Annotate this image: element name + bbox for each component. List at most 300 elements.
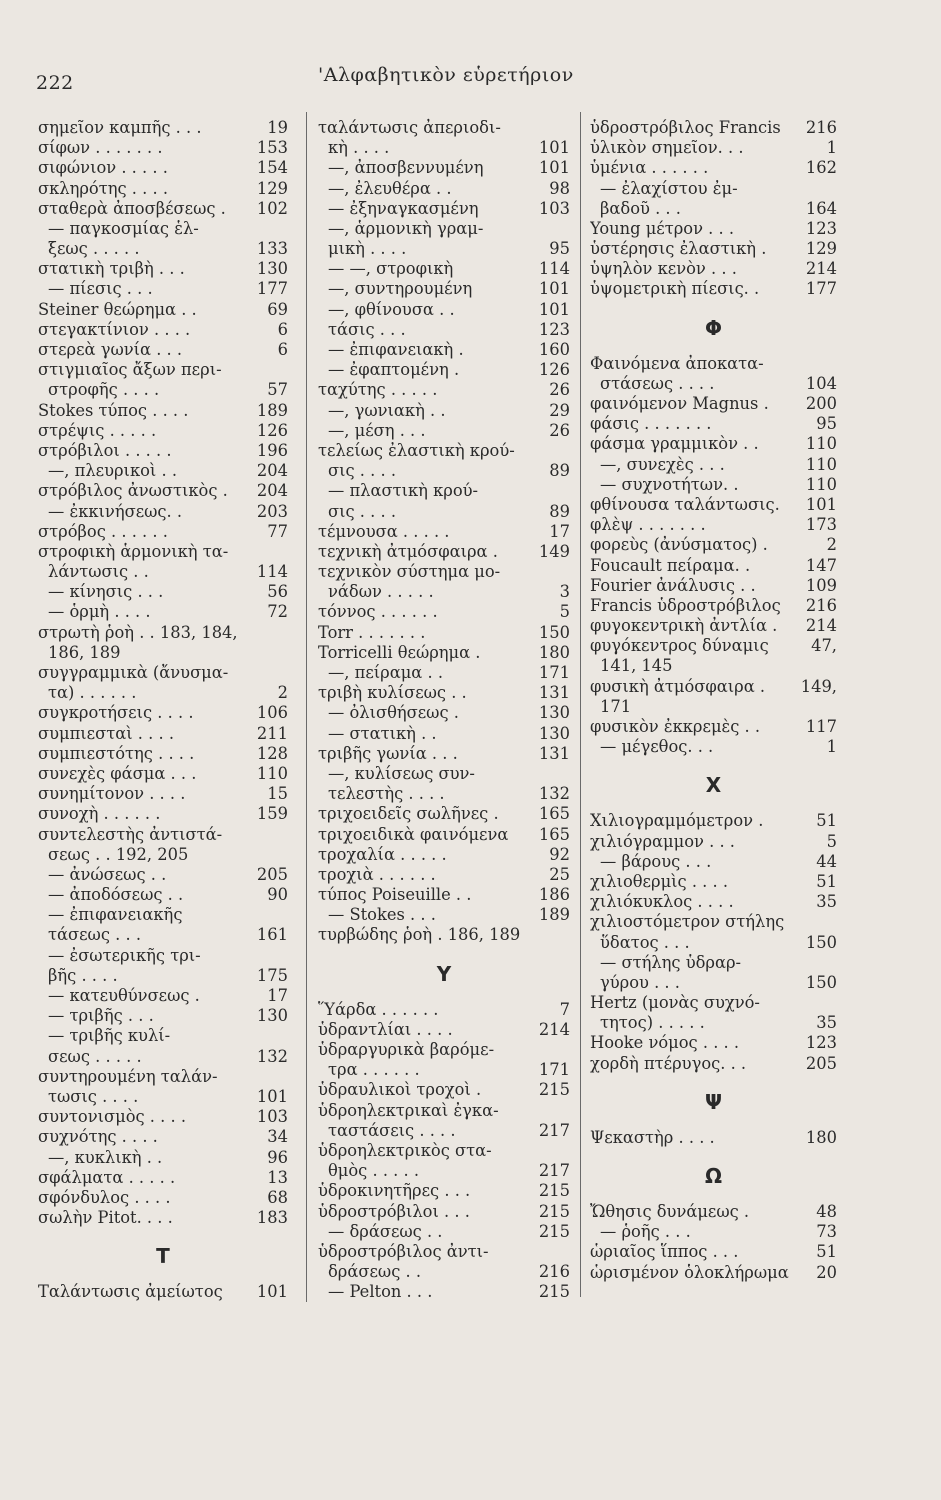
index-entry bbox=[318, 703, 570, 723]
page-ref: 106 bbox=[256, 703, 288, 723]
index-term: ὕδατος . . . bbox=[600, 932, 690, 952]
page-ref: 101 bbox=[538, 279, 570, 299]
index-term: — —, στροφικὴ bbox=[328, 259, 454, 279]
index-entry bbox=[38, 380, 288, 400]
index-term: — παγκοσμίας ἑλ- bbox=[48, 218, 199, 238]
index-entry bbox=[590, 872, 837, 892]
page-ref: 51 bbox=[816, 811, 837, 831]
index-entry bbox=[318, 582, 570, 602]
index-term: — Pelton . . . bbox=[328, 1282, 433, 1302]
page-ref: 17 bbox=[549, 521, 570, 541]
index-term: — ῥοῆς . . . bbox=[600, 1222, 691, 1242]
index-entry bbox=[318, 239, 570, 259]
index-entry bbox=[590, 118, 837, 138]
index-term: ὡριαῖος ἵππος . . . bbox=[590, 1242, 739, 1262]
index-term: Steiner θεώρημα . . bbox=[38, 299, 197, 319]
page-ref: 126 bbox=[256, 420, 288, 440]
page-ref: 215 bbox=[538, 1080, 570, 1100]
index-entry bbox=[38, 320, 288, 340]
index-entry bbox=[318, 603, 570, 623]
index-entry bbox=[318, 542, 570, 562]
index-entry bbox=[318, 320, 570, 340]
index-entry bbox=[318, 764, 570, 784]
index-term: στροφικὴ ἁρμονικὴ τα- bbox=[38, 541, 229, 561]
index-term: συντελεστὴς ἀντιστά- bbox=[38, 824, 223, 844]
index-entry bbox=[318, 280, 570, 300]
running-title: 'Αλφαβητικὸν εὑρετήριον bbox=[318, 64, 574, 86]
index-entry bbox=[318, 724, 570, 744]
index-term: χιλιοθερμὶς . . . . bbox=[590, 872, 729, 891]
index-entry bbox=[38, 1188, 288, 1208]
page-ref: 34 bbox=[267, 1127, 288, 1147]
index-term: — ἐσωτερικῆς τρι- bbox=[48, 945, 201, 965]
index-term: σταθερὰ ἀποσβέσεως . bbox=[38, 198, 226, 218]
page-ref: 162 bbox=[805, 158, 837, 178]
index-entry bbox=[38, 1282, 288, 1302]
page-ref: 215 bbox=[538, 1181, 570, 1201]
index-entry bbox=[590, 158, 837, 178]
index-entry bbox=[38, 138, 288, 158]
index-entry bbox=[590, 1263, 837, 1283]
page-ref: 123 bbox=[805, 1033, 837, 1053]
index-term: ξεως . . . . . bbox=[48, 239, 140, 259]
index-term: — ἐφαπτομένη . bbox=[328, 360, 460, 380]
index-entry bbox=[38, 905, 288, 925]
index-entry bbox=[318, 1040, 570, 1060]
index-entry bbox=[38, 219, 288, 239]
index-entry bbox=[318, 179, 570, 199]
index-column-2 bbox=[318, 118, 570, 1303]
index-entry bbox=[590, 434, 837, 454]
index-term: σις . . . . bbox=[328, 461, 397, 481]
index-term: βῆς . . . . bbox=[48, 965, 118, 985]
index-term: τέμνουσα . . . . . bbox=[318, 521, 450, 541]
index-entry bbox=[590, 953, 837, 973]
index-entry bbox=[318, 1161, 570, 1181]
index-term: στροφῆς . . . . bbox=[48, 380, 160, 400]
index-term: 186, 189 bbox=[48, 642, 121, 662]
index-term: —, ἁρμονικὴ γραμ- bbox=[328, 218, 484, 238]
page-ref: 7 bbox=[559, 999, 570, 1019]
index-term: — βάρους . . . bbox=[600, 851, 712, 871]
page-ref: 13 bbox=[267, 1167, 288, 1187]
index-term: χορδὴ πτέρυγος. . . bbox=[590, 1053, 747, 1073]
index-entry bbox=[318, 1080, 570, 1100]
index-entry bbox=[38, 865, 288, 885]
index-entry bbox=[38, 582, 288, 602]
page-ref: 96 bbox=[267, 1147, 288, 1167]
index-entry bbox=[38, 764, 288, 784]
page-ref: 205 bbox=[805, 1053, 837, 1073]
index-entry bbox=[590, 933, 837, 953]
index-entry bbox=[590, 1128, 837, 1148]
page-ref: 35 bbox=[816, 1013, 837, 1033]
index-entry bbox=[318, 1202, 570, 1222]
index-term: τυρβώδης ῥοὴ . 186, 189 bbox=[318, 925, 521, 945]
index-term: Χιλιογραμμόμετρον . bbox=[590, 811, 764, 831]
page-ref: 177 bbox=[805, 279, 837, 299]
index-term: τελεστὴς . . . . bbox=[328, 784, 445, 804]
page-ref: 150 bbox=[538, 622, 570, 642]
index-entry bbox=[318, 1262, 570, 1282]
index-term: — Stokes . . . bbox=[328, 905, 436, 925]
page-ref: 117 bbox=[805, 717, 837, 737]
index-entry bbox=[590, 717, 837, 737]
index-term: ὑδραργυρικὰ βαρόμε- bbox=[318, 1040, 495, 1060]
page-ref: 150 bbox=[805, 932, 837, 952]
page-ref: 161 bbox=[256, 925, 288, 945]
index-entry bbox=[590, 219, 837, 239]
index-term: — δράσεως . . bbox=[328, 1221, 443, 1241]
page-ref: 2 bbox=[277, 683, 288, 703]
page-ref: 26 bbox=[549, 380, 570, 400]
page-ref: 159 bbox=[256, 804, 288, 824]
index-entry bbox=[38, 663, 288, 683]
page-ref: 103 bbox=[538, 198, 570, 218]
index-term: — ἐλαχίστου ἐμ- bbox=[600, 178, 738, 198]
index-entry bbox=[318, 663, 570, 683]
section-letter: Χ bbox=[705, 773, 722, 798]
index-term: τεχνικὴ ἀτμόσφαιρα . bbox=[318, 541, 498, 561]
page-ref: 123 bbox=[538, 319, 570, 339]
index-entry bbox=[318, 199, 570, 219]
page-ref: 89 bbox=[549, 461, 570, 481]
page-ref: 216 bbox=[805, 595, 837, 615]
index-term: ὡρισμένον ὁλοκλήρωμα bbox=[590, 1262, 789, 1282]
index-term: στεγακτίνιον . . . . bbox=[38, 319, 191, 339]
index-entry bbox=[590, 138, 837, 158]
index-entry bbox=[38, 744, 288, 764]
index-term: τα) . . . . . . bbox=[48, 683, 137, 703]
index-term: μικὴ . . . . bbox=[328, 239, 407, 259]
page-ref: 114 bbox=[538, 259, 570, 279]
index-term: ταστάσεις . . . . bbox=[328, 1120, 456, 1140]
index-term: Torr . . . . . . . bbox=[318, 622, 426, 642]
index-term: — ἐπιφανειακὴ . bbox=[328, 340, 464, 360]
index-term: — συχνοτήτων. . bbox=[600, 474, 739, 494]
index-term: σεως . . . . . bbox=[48, 1046, 142, 1066]
index-entry bbox=[318, 300, 570, 320]
index-term: σφάλματα . . . . . bbox=[38, 1167, 176, 1187]
index-term: ὑστέρησις ἐλαστικὴ . bbox=[590, 239, 767, 259]
index-entry bbox=[590, 556, 837, 576]
index-term: — ἐπιφανειακῆς bbox=[48, 905, 183, 925]
page-ref: 73 bbox=[816, 1222, 837, 1242]
page-ref: 77 bbox=[267, 521, 288, 541]
index-term: Ὕάρδα . . . . . . bbox=[318, 999, 439, 1019]
index-entry bbox=[318, 259, 570, 279]
index-term: φυγόκεντρος δύναμις bbox=[590, 636, 769, 656]
page-ref: 101 bbox=[538, 158, 570, 178]
page-ref: 6 bbox=[277, 319, 288, 339]
index-entry bbox=[318, 1222, 570, 1242]
index-entry bbox=[38, 1067, 288, 1087]
index-term: Stokes τύπος . . . . bbox=[38, 400, 189, 420]
index-entry bbox=[590, 455, 837, 475]
page-ref: 68 bbox=[267, 1187, 288, 1207]
index-entry bbox=[38, 885, 288, 905]
index-term: ὑδραυλικοὶ τροχοὶ . bbox=[318, 1080, 482, 1100]
index-entry bbox=[590, 535, 837, 555]
section-letter: Ψ bbox=[705, 1089, 722, 1114]
index-entry bbox=[590, 239, 837, 259]
page-ref: 150 bbox=[805, 972, 837, 992]
page-ref: 131 bbox=[538, 683, 570, 703]
index-term: τριβῆς γωνία . . . bbox=[318, 743, 458, 763]
page-ref: 215 bbox=[538, 1282, 570, 1302]
section-letter: Ω bbox=[704, 1164, 722, 1189]
page-ref: 90 bbox=[267, 885, 288, 905]
page-ref: 133 bbox=[256, 239, 288, 259]
index-term: —, φθίνουσα . . bbox=[328, 299, 455, 319]
index-entry bbox=[38, 158, 288, 178]
index-term: σφόνδυλος . . . . bbox=[38, 1187, 171, 1207]
index-entry bbox=[590, 475, 837, 495]
page-ref: 200 bbox=[805, 394, 837, 414]
index-term: — ἀνώσεως . . bbox=[48, 864, 167, 884]
index-term: Hooke νόμος . . . . bbox=[590, 1033, 740, 1053]
index-term: — ἐκκινήσεως. . bbox=[48, 501, 183, 521]
page-ref: 69 bbox=[267, 299, 288, 319]
page-ref: 29 bbox=[549, 400, 570, 420]
index-term: Young μέτρον . . . bbox=[590, 218, 735, 238]
index-entry bbox=[318, 340, 570, 360]
index-term: βαδοῦ . . . bbox=[600, 198, 681, 218]
index-entry bbox=[318, 905, 570, 925]
index-entry bbox=[38, 118, 288, 138]
index-term: στρόβος . . . . . . bbox=[38, 521, 168, 541]
index-term: —, κυκλικὴ . . bbox=[48, 1147, 163, 1167]
index-term: τροχαλία . . . . . bbox=[318, 844, 447, 864]
page-ref: 173 bbox=[805, 515, 837, 535]
index-term: ὑδροκινητῆρες . . . bbox=[318, 1181, 471, 1201]
index-entry bbox=[38, 603, 288, 623]
page-ref: 102 bbox=[256, 198, 288, 218]
index-entry bbox=[318, 1141, 570, 1161]
index-entry bbox=[38, 643, 288, 663]
index-term: — ἐξηναγκασμένη bbox=[328, 198, 479, 218]
index-term: 141, 145 bbox=[600, 656, 673, 676]
index-entry bbox=[590, 973, 837, 993]
page-ref: 126 bbox=[538, 360, 570, 380]
page-ref: 186 bbox=[538, 885, 570, 905]
index-term: — κατευθύνσεως . bbox=[48, 986, 200, 1006]
index-entry bbox=[590, 1034, 837, 1054]
index-entry bbox=[590, 993, 837, 1013]
page-ref: 19 bbox=[267, 118, 288, 137]
page-ref: 101 bbox=[256, 1087, 288, 1106]
index-term: συνεχὲς φάσμα . . . bbox=[38, 764, 197, 783]
index-term: — τριβῆς . . . bbox=[48, 1006, 154, 1026]
index-entry bbox=[318, 683, 570, 703]
index-term: συνημίτονον . . . . bbox=[38, 784, 186, 804]
index-term: — ὁρμὴ . . . . bbox=[48, 602, 151, 622]
index-term: τριβὴ κυλίσεως . . bbox=[318, 683, 467, 703]
page-ref: 149 bbox=[538, 541, 570, 561]
index-term: φυσικὴ ἀτμόσφαιρα . bbox=[590, 676, 766, 696]
index-entry bbox=[38, 1208, 288, 1228]
page-ref: 95 bbox=[816, 414, 837, 434]
page-ref: 211 bbox=[256, 723, 288, 743]
index-term: —, γωνιακὴ . . bbox=[328, 400, 446, 420]
index-term: στρωτὴ ῥοὴ . . 183, 184, bbox=[38, 622, 238, 642]
page-ref: 154 bbox=[256, 158, 288, 178]
index-entry bbox=[318, 623, 570, 643]
index-term: τριχοειδεῖς σωλῆνες . bbox=[318, 804, 499, 824]
page-ref: 171 bbox=[538, 1060, 570, 1080]
index-term: κὴ . . . . bbox=[328, 138, 390, 158]
index-term: — κίνησις . . . bbox=[48, 582, 164, 602]
page-ref: 147 bbox=[805, 555, 837, 575]
index-entry bbox=[318, 219, 570, 239]
index-entry bbox=[38, 562, 288, 582]
index-column-1 bbox=[38, 118, 288, 1303]
index-entry bbox=[590, 280, 837, 300]
index-entry bbox=[590, 199, 837, 219]
page-ref: 89 bbox=[549, 501, 570, 521]
index-entry bbox=[38, 683, 288, 703]
page-ref: 48 bbox=[816, 1202, 837, 1222]
page-ref: 165 bbox=[538, 804, 570, 824]
index-term: ὑδροστρόβιλος ἀντι- bbox=[318, 1241, 489, 1261]
index-term: στάσεως . . . . bbox=[600, 373, 715, 393]
page-ref: 217 bbox=[538, 1120, 570, 1140]
index-entry bbox=[38, 360, 288, 380]
index-entry bbox=[318, 643, 570, 663]
index-entry bbox=[38, 825, 288, 845]
index-entry bbox=[318, 481, 570, 501]
index-entry bbox=[318, 421, 570, 441]
page-ref: 15 bbox=[267, 784, 288, 804]
index-term: φυγοκεντρικὴ ἀντλία . bbox=[590, 616, 778, 636]
index-entry bbox=[318, 461, 570, 481]
index-entry bbox=[318, 1242, 570, 1262]
index-term: — ὀλισθήσεως . bbox=[328, 703, 459, 723]
index-entry bbox=[590, 1222, 837, 1242]
page-ref: 204 bbox=[256, 481, 288, 501]
index-term: —, κυλίσεως συν- bbox=[328, 764, 475, 783]
page-ref: 130 bbox=[538, 703, 570, 723]
page-ref: 101 bbox=[538, 138, 570, 158]
index-entry bbox=[590, 737, 837, 757]
index-term: Francis ὑδροστρόβιλος bbox=[590, 595, 781, 615]
index-entry bbox=[38, 946, 288, 966]
page-ref: 214 bbox=[805, 259, 837, 279]
index-entry bbox=[590, 259, 837, 279]
page-ref: 203 bbox=[256, 501, 288, 521]
page-ref: 20 bbox=[816, 1262, 837, 1282]
index-term: συγκροτήσεις . . . . bbox=[38, 703, 194, 723]
page-ref: 92 bbox=[549, 844, 570, 864]
index-term: στρέψις . . . . . bbox=[38, 420, 157, 440]
index-entry bbox=[590, 892, 837, 912]
index-term: χιλιόγραμμον . . . bbox=[590, 831, 735, 851]
index-term: τάσις . . . bbox=[328, 319, 406, 339]
index-entry bbox=[590, 677, 837, 697]
index-term: χιλιόκυκλος . . . . bbox=[590, 892, 734, 912]
index-entry bbox=[590, 657, 837, 677]
index-entry bbox=[318, 804, 570, 824]
section-letter: Υ bbox=[436, 961, 452, 986]
page-ref: 47, bbox=[811, 636, 837, 656]
page-ref: 180 bbox=[805, 1127, 837, 1147]
page-ref: 128 bbox=[256, 743, 288, 763]
index-term: Torricelli θεώρημα . bbox=[318, 642, 481, 662]
page-ref: 215 bbox=[538, 1201, 570, 1221]
index-entry bbox=[38, 522, 288, 542]
index-term: — πίεσις . . . bbox=[48, 279, 153, 299]
index-term: φθίνουσα ταλάντωσις. bbox=[590, 495, 780, 514]
index-term: συμπιεστότης . . . . bbox=[38, 743, 195, 763]
column-divider bbox=[306, 112, 307, 1302]
index-entry bbox=[38, 804, 288, 824]
page-ref: 17 bbox=[267, 986, 288, 1006]
page-ref: 1 bbox=[826, 138, 837, 158]
index-entry bbox=[38, 441, 288, 461]
index-term: τεχνικὸν σύστημα μο- bbox=[318, 562, 501, 582]
page-ref: 129 bbox=[805, 239, 837, 259]
index-term: τελείως ἐλαστικὴ κρού- bbox=[318, 441, 515, 460]
index-entry bbox=[590, 495, 837, 515]
index-entry bbox=[38, 1026, 288, 1046]
index-entry bbox=[590, 852, 837, 872]
index-entry bbox=[318, 1101, 570, 1121]
index-entry bbox=[590, 179, 837, 199]
index-entry bbox=[318, 1181, 570, 1201]
page-ref: 114 bbox=[256, 562, 288, 582]
page-ref: 129 bbox=[256, 178, 288, 198]
index-entry bbox=[590, 374, 837, 394]
index-entry bbox=[318, 138, 570, 158]
index-entry bbox=[590, 394, 837, 414]
page-ref: 205 bbox=[256, 864, 288, 884]
index-entry bbox=[38, 784, 288, 804]
index-term: —, πείραμα . . bbox=[328, 663, 443, 683]
index-term: — στήλης ὑδραρ- bbox=[600, 952, 742, 972]
page-ref: 189 bbox=[256, 400, 288, 420]
page-ref: 3 bbox=[559, 582, 570, 602]
index-term: δράσεως . . bbox=[328, 1262, 422, 1282]
page-ref: 101 bbox=[805, 495, 837, 514]
index-term: γύρου . . . bbox=[600, 972, 680, 992]
index-entry bbox=[38, 300, 288, 320]
index-term: ταλάντωσις ἀπεριοδι- bbox=[318, 118, 501, 137]
index-term: —, μέση . . . bbox=[328, 420, 426, 440]
index-entry bbox=[318, 158, 570, 178]
index-entry bbox=[38, 724, 288, 744]
page-ref: 171 bbox=[538, 663, 570, 683]
page-ref: 56 bbox=[267, 582, 288, 602]
page-ref: 204 bbox=[256, 461, 288, 481]
page-ref: 217 bbox=[538, 1161, 570, 1181]
page-ref: 5 bbox=[826, 831, 837, 851]
page-ref: 132 bbox=[256, 1046, 288, 1066]
page-ref: 180 bbox=[538, 642, 570, 662]
page-ref: 214 bbox=[805, 616, 837, 636]
index-term: — ἀποδόσεως . . bbox=[48, 885, 184, 905]
index-term: —, συνεχὲς . . . bbox=[600, 454, 725, 474]
page-ref: 44 bbox=[816, 851, 837, 871]
index-entry bbox=[318, 360, 570, 380]
index-term: —, πλευρικοὶ . . bbox=[48, 461, 178, 481]
index-term: — στατικὴ . . bbox=[328, 723, 437, 743]
index-term: χιλιοστόμετρον στήλης bbox=[590, 912, 785, 932]
index-term: Φαινόμενα ἀποκατα- bbox=[590, 353, 764, 373]
page-ref: 130 bbox=[538, 723, 570, 743]
index-term: φάσμα γραμμικὸν . . bbox=[590, 434, 759, 454]
index-term: συμπιεσταὶ . . . . bbox=[38, 723, 175, 743]
index-entry bbox=[318, 744, 570, 764]
